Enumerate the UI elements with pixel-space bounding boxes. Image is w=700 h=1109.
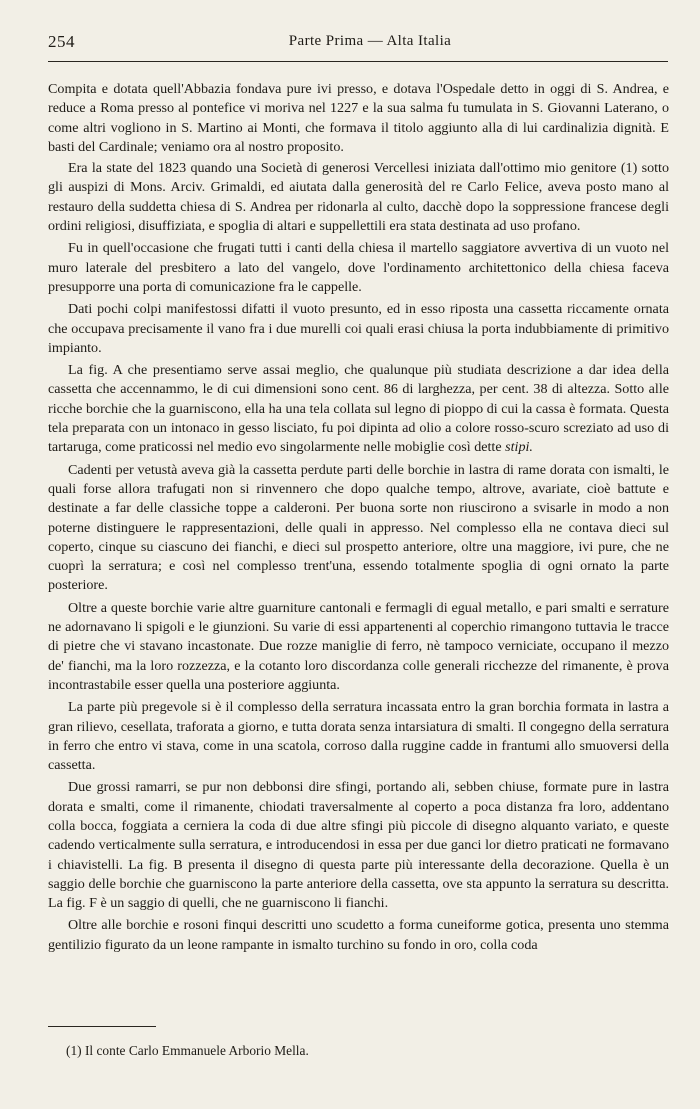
paragraph-10: Oltre alle borchie e rosoni finqui descritti uno scudetto a forma cuneiforme gotica, presenta uno stemma gentilizio figurato da un leone rampante in ismalto turchino su fondo in oro, colla coda bbox=[48, 917, 669, 953]
paragraph-4: Dati pochi colpi manifestossi difatti il vuoto presunto, ed in esso riposta una cassetta riccamente ornata che occupava precisamente il vano fra i due murelli coi quali erasi chiusa la porta indubbiamente di primitivo impianto. bbox=[48, 301, 669, 356]
paragraph-3: Fu in quell'occasione che frugati tutti i canti della chiesa il martello saggiatore avvertiva di un vuoto nel muro laterale del presbitero a lato del vangelo, dove l'ordinamento architettonico della chiesa faceva presupporre una porta di comunicazione fra le cappelle. bbox=[48, 240, 669, 295]
body-text bbox=[48, 80, 669, 957]
footnote-rule bbox=[48, 1026, 156, 1027]
paragraph-8: La parte più pregevole si è il complesso della serratura incassata entro la gran borchia formata in lastra a gran rilievo, cesellata, traforata a giorno, e tutta dorata senza intarsiatura di smalti. Il congegno della serratura in ferro che entro vi stava, come in una scatola, corroso dalla ruggine cadde in frantumi allo smuoversi della cassetta. bbox=[48, 699, 669, 774]
header-rule bbox=[48, 61, 668, 62]
paragraph-9: Due grossi ramarri, se pur non debbonsi dire sfingi, portando ali, sebben chiuse, formate pure in lastra dorata e smalti, come il rimanente, chiodati traversalmente al coperto a poca distanza fra loro, addentano colla bocca, foggiata a cerniera la coda di due altre sfingi più piccole di disegno alquanto variato, e queste cadendo verticalmente sulla serratura, e introducendosi in essa per due ganci lor dietro praticati ne formavano i chiavistelli. La fig. B presenta il disegno di questa parte più interessante della decorazione. Quella è un saggio delle borchie che guarniscono la parte anteriore della cassetta, ove sta appunto la serratura su descritta. La fig. F è un saggio di quelli, che ne guarniscono li fianchi. bbox=[48, 779, 669, 912]
paragraph-2: Era la state del 1823 quando una Società di generosi Vercellesi iniziata dall'ottimo mio genitore (1) sotto gli auspizi di Mons. Arciv. Grimaldi, ed aiutata dalla generosità del re Carlo Felice, aveva posto mano al restauro della suddetta chiesa di S. Andrea per ridonarla al culto, dacchè dopo la soppressione francese degli ordini religiosi, disuffiziata, e spoglia di altari e suppellettili era stata destinata ad uso profano. bbox=[48, 160, 669, 235]
paragraph-5-italic: stipi. bbox=[505, 439, 533, 456]
paragraph-6: Cadenti per vetustà aveva già la cassetta perdute parti delle borchie in lastra di rame dorata con ismalti, le quali forse allora trafugati non si rinvennero che dopo qualche tempo, altrove, avariate, cioè battute e destinate a far delle classiche toppe a calderoni. Per buona sorte non riuscirono a svisarle in modo a non poterne distinguere le rappresentazioni, delle quali in appresso. Nel complesso ella ne contava dieci sul coperto, cinque su ciascuno dei fianchi, e dieci sul prospetto anteriore, oltre una maggiore, ivi pure, che ne cuoprì la serratura; e così nel complesso trent'una, essendo totalmente spoglia di ogni ornato la parte posteriore. bbox=[48, 461, 669, 594]
paragraph-5 bbox=[48, 361, 669, 457]
paragraph-7: Oltre a queste borchie varie altre guarniture cantonali e fermagli di egual metallo, e pari smalti e serrature ne adornavano li spigoli e le giunzioni. Su varie di essi appartenenti al coperchio rimangono tuttavia le tracce di pietre che vi stavano incastonate. Due rozze maniglie di ferro, nè tampoco verniciate, occupano il mezzo de' fianchi, ma la loro rozzezza, e la cotanto loro discordanza colle generali ricchezze del rimanente, è prova incontrastabile esser quella una posteriore aggiunta. bbox=[48, 599, 669, 693]
paragraph-1: Compita e dotata quell'Abbazia fondava pure ivi presso, e dotava l'Ospedale detto in oggi di S. Andrea, e reduce a Roma presso al pontefice vi moriva nel 1227 e la sua salma fu tumulata in S. Giovanni Laterano, o come altri vogliono in S. Martino ai Monti, che formava il titolo aggiunto alla di lui cardinalizia dignità. E basti del Cardinale; veniamo ora al nostro proposito. bbox=[48, 81, 669, 155]
running-head: Parte Prima — Alta Italia bbox=[288, 33, 452, 49]
page-header bbox=[48, 32, 668, 56]
page-number: 254 bbox=[48, 32, 75, 51]
paragraph-5-text: La fig. A che presentiamo serve assai meglio, che qualunque più studiata descrizione a dar idea della cassetta che accennammo, le di cui dimensioni sono cent. 86 di larghezza, per cent. 38 di altezza. Sotto alle ricche borchie che la guarniscono, ella ha una tela collata sul legno di pioppo di cui la cassa è formata. Questa tela preparata con un intonaco in gesso lisciato, fu poi dipinta ad olio a colore rosso-scuro screziato ad uso di tartaruga, come praticossi nel medio evo singolarmente nelle mobiglie così dette bbox=[48, 362, 669, 456]
footnote: (1) Il conte Carlo Emmanuele Arborio Mella. bbox=[66, 1043, 309, 1058]
